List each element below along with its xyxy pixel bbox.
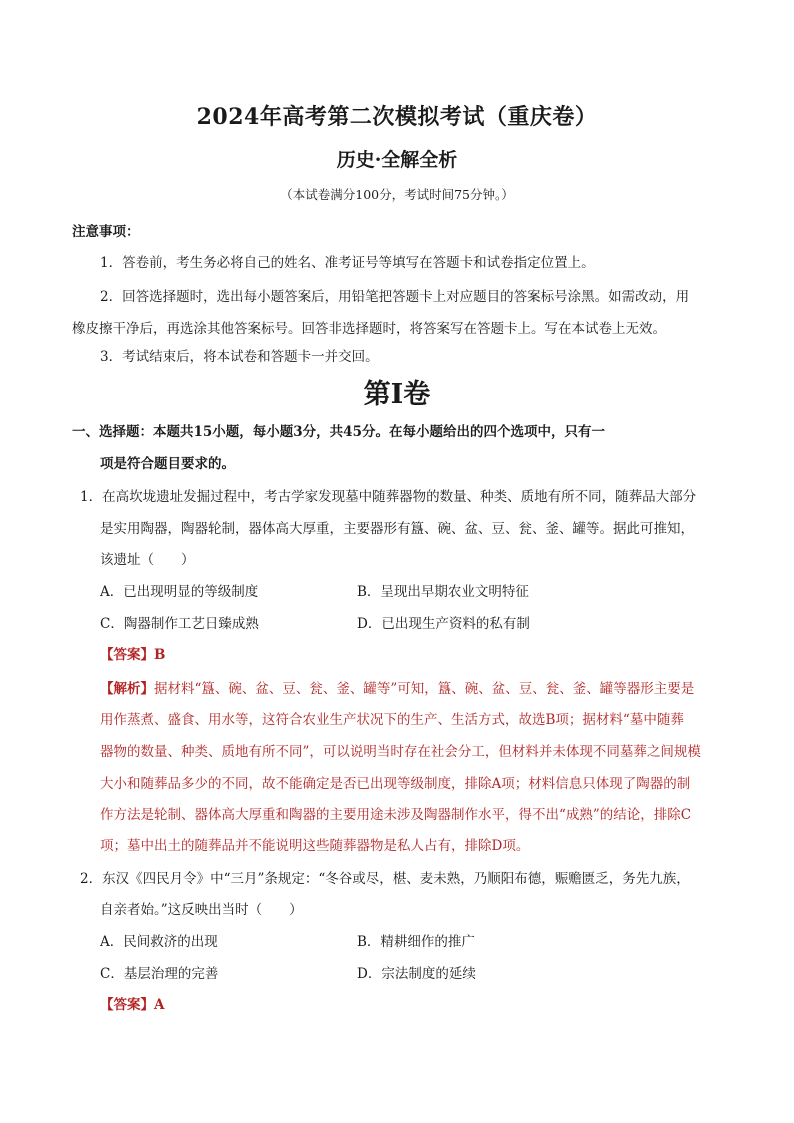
answer-label: 【答案】 — [100, 647, 154, 663]
explain-label: 【解析】 — [100, 681, 154, 697]
question-2-option-b: B．精耕细作的推广 — [357, 934, 475, 950]
question-1-answer — [100, 643, 165, 663]
question-1-option-a: A．已出现明显的等级制度 — [100, 584, 259, 600]
page-title: 2024年高考第二次模拟考试（重庆卷） — [196, 104, 598, 130]
question-2-option-c: C．基层治理的完善 — [100, 966, 219, 982]
explain-line: 器物的数量、种类、质地有所不同”，可以说明当时存在社会分工，但材料并未体现不同墓葬之间规模 — [100, 744, 701, 760]
explain-line: 作方法是轮制、器体高大厚重和陶器的主要用途未涉及陶器制作水平，得不出“成熟”的结论，排除C — [100, 807, 692, 823]
question-1-option-c: C．陶器制作工艺日臻成熟 — [100, 616, 259, 632]
answer-label: 【答案】 — [100, 997, 154, 1013]
question-1-text: 1．在高坎垅遗址发掘过程中，考古学家发现墓中随葬器物的数量、种类、质地有所不同，随葬品大部分 — [80, 489, 697, 505]
section-title: 第Ⅰ卷 — [363, 379, 431, 410]
question-1-option-d: D．已出现生产资料的私有制 — [357, 616, 530, 632]
question-2-answer — [100, 993, 164, 1013]
page-subtitle: 历史·全解全析 — [336, 149, 458, 171]
notes-item: 2．回答选择题时，选出每小题答案后，用铅笔把答题卡上对应题目的答案标号涂黑。如需改动，用 — [100, 289, 690, 305]
notes-item: 3．考试结束后，将本试卷和答题卡一并交回。 — [100, 349, 379, 365]
question-2-option-d: D．宗法制度的延续 — [357, 966, 476, 982]
question-2-text: 2．东汉《四民月令》中“三月”条规定：“冬谷或尽，椹、麦未熟，乃顺阳布德，赈赡匮乏，务先九族， — [80, 871, 690, 887]
explain-line: 据材料“簋、碗、盆、豆、瓮、釜、罐等”可知，簋、碗、盆、豆、瓮、釜、罐等器形主要是 — [154, 681, 695, 697]
explain-line: 大小和随葬品多少的不同，故不能确定是否已出现等级制度，排除A项；材料信息只体现了陶器的制 — [100, 776, 691, 792]
exam-note: （本试卷满分100分，考试时间75分钟。） — [280, 187, 514, 202]
notes-heading: 注意事项： — [72, 224, 140, 240]
question-1-explanation — [100, 677, 694, 697]
notes-item: 橡皮擦干净后，再选涂其他答案标号。回答非选择题时，将答案写在答题卡上。写在本试卷上无效。 — [72, 321, 666, 337]
question-2-option-a: A．民间救济的出现 — [100, 934, 218, 950]
notes-item: 1．答卷前，考生务必将自己的姓名、准考证号等填写在答题卡和试卷指定位置上。 — [100, 255, 595, 271]
section-instruction: 一、选择题：本题共15小题，每小题3分，共45分。在每小题给出的四个选项中，只有一 — [72, 424, 605, 440]
question-2-text: 自亲者始。”这反映出当时（ ） — [100, 902, 303, 918]
answer-value: B — [154, 647, 166, 663]
explain-line: 项；墓中出土的随葬品并不能说明这些随葬器物是私人占有，排除D项。 — [100, 838, 530, 854]
question-1-text: 是实用陶器，陶器轮制，器体高大厚重，主要器形有簋、碗、盆、豆、瓮、釜、罐等。据此可推知， — [100, 521, 694, 537]
question-1-text: 该遗址（ ） — [100, 552, 195, 568]
answer-value: A — [154, 997, 165, 1013]
question-1-option-b: B．呈现出早期农业文明特征 — [357, 584, 529, 600]
explain-line: 用作蒸煮、盛食、用水等，这符合农业生产状况下的生产、生活方式，故选B项；据材料“墓中随葬 — [100, 712, 684, 728]
section-instruction: 项是符合题目要求的。 — [100, 456, 235, 472]
